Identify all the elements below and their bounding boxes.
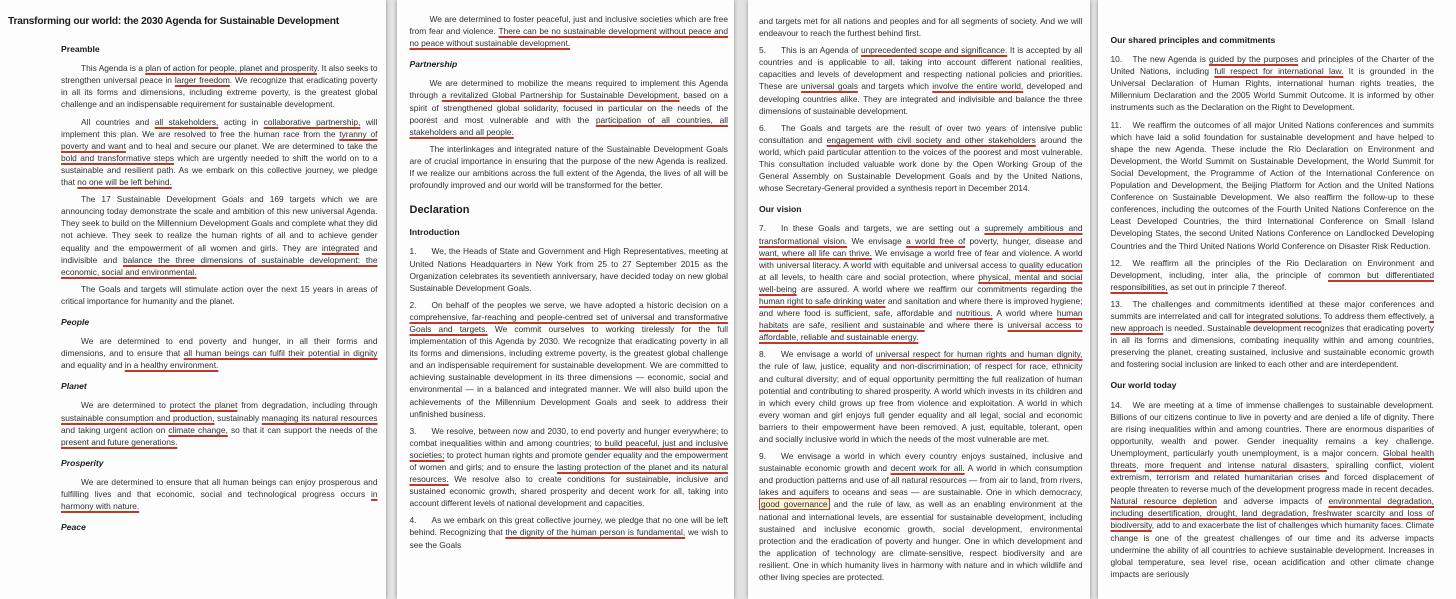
section-heading <box>61 43 378 55</box>
text-run: the rule of law, justice, equality and non-discrimination; of respect for race, ethnicity and cultural diversity; and of equal opportunity permitting the full realization of human potential and contributing to shared prosperity. A world which invests in its children and in which every child grows up free from violence and exploitation. A world in which every woman and girl enjoys full gender equality and all legal, social and economic barriers to their empowerment have been removed. A just, equitable, tolerant, open and socially inclusive world in which the needs of the most vulnerable are met. <box>759 361 1083 444</box>
text-run: at all levels, to health care and social protection, where <box>759 271 979 282</box>
text-run: poverty, hunger, disease and <box>965 235 1083 246</box>
text-run: All countries and <box>81 116 155 127</box>
section-heading <box>61 521 378 533</box>
red-underline-annotation: resilient and sustainable <box>831 320 925 331</box>
paragraph-number: 6. <box>759 122 766 133</box>
text-run: We are determined to end poverty and hunger, in all their forms and dimensions, and to ensure that <box>61 336 378 359</box>
text-run: The new Agenda is <box>1132 54 1209 65</box>
text-run: is needed. Sustainable development recognizes that eradicating poverty in all its forms and dimensions, combating inequality within and among countries, preserving the planet, creating sustained, inclusive and sustainable economic growth and fostering social inclusion are linked to each other and are interdependent. <box>1110 323 1434 370</box>
paragraph <box>61 116 378 189</box>
paragraph-number: 14. <box>1110 399 1123 410</box>
text-run: Preamble <box>61 44 100 55</box>
red-underline-annotation: tyranny of poverty and want <box>61 128 378 151</box>
text-run: A world where <box>992 308 1057 319</box>
text-run: In these Goals and targets, we are setting out a <box>781 223 985 234</box>
text-run: Peace <box>61 522 86 533</box>
red-underline-annotation: human habitats <box>759 308 1083 331</box>
text-run: around the world, which paid particular attention to the voices of the poorest and most vulnerable. This consultation included valuable work done by the Open Working Group of the General Assembly on Sustainable Development Goals and by the United Nations, whose Secretary-General provided a synthesis report in December 2014. <box>759 134 1083 194</box>
text-run: We reaffirm all the principles of the Rio Declaration on Environment and Development, including, inter alia, the principle of <box>1110 257 1434 280</box>
text-run: and targets which <box>857 81 933 92</box>
text-run: As we embark on this great collective journey, we pledge that no one will be left behind. Recognizing that <box>409 515 728 538</box>
red-underline-annotation: common but differentiated responsibilities, <box>1110 269 1434 292</box>
text-run: and the rule of law, as well as an enabling environment at the national and international levels, are essential for sustainable development, including sustained and inclusive economic growth, social development, environmental protection and the eradication of poverty and hunger. One in which development and the application of technology are climate-sensitive, respect biodiversity and are resilient. One in which humanity lives in harmony with nature and in which wildlife and other living species are protected. <box>759 499 1083 583</box>
paragraph-number: 1. <box>409 246 417 257</box>
text-run: and taking urgent action on <box>61 424 169 435</box>
red-underline-annotation: involve the entire world, <box>932 81 1024 92</box>
red-underline-annotation: Natural resource depletion <box>1110 496 1217 507</box>
paragraph <box>61 335 378 371</box>
red-underline-annotation: a new approach <box>1110 310 1434 334</box>
text-run: It is accepted by all countries and is applicable to all, taking into account different national realities, capacities and levels of development and respecting national policies and priorities. These are <box>759 45 1083 92</box>
paragraph-number: 9. <box>759 451 766 462</box>
text-run: Prosperity <box>61 457 104 468</box>
text-run: We are determined to mobilize the means required to implement this Agenda through <box>409 78 728 101</box>
paragraph <box>61 399 378 447</box>
text-run: People <box>61 316 90 327</box>
red-underline-annotation: human right to safe drinking water <box>759 295 886 306</box>
text-run: from degradation, including through <box>237 400 378 411</box>
paragraph <box>1111 399 1435 580</box>
red-underline-annotation: in harmony with nature. <box>61 489 378 512</box>
text-run: we wish to see the Goals <box>409 527 728 550</box>
text-run: We envisage <box>847 235 907 246</box>
section-heading <box>759 203 1083 215</box>
text-run: acting in <box>218 116 264 127</box>
paragraph <box>410 77 729 137</box>
text-run: will implement this plan. We are resolved to free the human race from the <box>61 116 378 139</box>
red-underline-annotation: managing its natural resources <box>261 412 378 423</box>
section-heading <box>61 316 378 328</box>
red-underline-annotation: comprehensive, far-reaching and people-centred set of universal and transformative Goals and targets. <box>409 311 728 334</box>
text-run: To address them effectively, <box>1321 310 1430 321</box>
text-run: We are determined to foster peaceful, just and inclusive societies which are free from fear and violence. <box>409 14 728 37</box>
red-underline-annotation: a world free of <box>906 235 966 246</box>
red-underline-annotation: present and future generations. <box>61 436 178 447</box>
text-run: We envisage a world free of fear and violence. A world with universal literacy. A world with equitable and universal access to <box>759 247 1083 270</box>
red-box-annotation: good governance <box>761 499 828 510</box>
text-run: The challenges and commitments identified at these major conferences and summits are interrelated and call for <box>1110 298 1434 321</box>
red-underline-annotation: full respect for international law. <box>1214 66 1344 77</box>
red-underline-annotation: integrated solutions. <box>1246 310 1322 321</box>
text-run: This Agenda is a <box>81 63 146 74</box>
red-underline-annotation: the dignity of the human person is fundamental, <box>505 527 686 538</box>
text-run: so that it can support the needs of the <box>227 424 378 435</box>
text-run: and where there is <box>924 320 1008 331</box>
paragraph <box>759 44 1083 117</box>
text-run: We are meeting at a time of immense challenges to sustainable development. Billions of our citizens continue to live in poverty and are denied a life of dignity. There are rising inequalities within and among countries. There are enormous disparities of opportunity, wealth and power. Gender inequality remains a key challenge. Unemployment, particularly youth unemployment, is a major concern. <box>1110 399 1434 458</box>
red-underline-annotation: universal goals <box>801 81 858 92</box>
paragraph <box>61 62 378 110</box>
paragraph <box>61 476 378 512</box>
paragraph <box>1111 257 1435 293</box>
paragraph-number: 4. <box>409 515 417 526</box>
red-underline-annotation: universal access to affordable, reliable and sustainable energy. <box>759 320 1083 343</box>
red-underline-annotation: a revitalized Global Partnership for Sustainable Development, <box>441 90 680 101</box>
paragraph-number: 13. <box>1110 298 1123 309</box>
red-underline-annotation: integrated <box>321 242 360 253</box>
text-run: The Goals and targets are the result of over two years of intensive public consultation and <box>759 122 1083 145</box>
red-underline-annotation: climate change, <box>168 424 228 435</box>
text-run: and equality and <box>61 360 125 371</box>
text-run: based on a spirit of strengthened global solidarity, focused in particular on the needs of the poorest and most vulnerable and with the <box>409 90 729 125</box>
text-run: . We recognize that eradicating poverty in all its forms and dimensions, including extreme poverty, is the greatest global challenge and an indispensable requirement for sustainable development. <box>61 75 378 110</box>
red-underline-annotation: bold and transformative steps <box>61 152 175 163</box>
text-run: We resolve also to create conditions for sustainable, inclusive and sustained economic growth, shared prosperity and decent work for all, taking into account different levels of national development and capacities. <box>409 474 728 509</box>
text-run: and to heal and secure our planet. We are determined to take the <box>125 140 378 151</box>
text-run: and targets met for all nations and peoples and for all segments of society. And we will endeavour to reach the furthest behind first. <box>759 16 1083 39</box>
red-underline-annotation: plan of action for people, planet and prosperity <box>145 63 317 74</box>
text-run: are safe, <box>788 320 832 331</box>
page-2 <box>397 0 735 599</box>
red-underline-annotation: more frequent and intense natural disasters <box>1144 460 1327 470</box>
paragraph <box>759 122 1083 195</box>
red-underline-annotation: balance the three dimensions of sustainable development: the economic, social and environmental. <box>61 254 378 277</box>
text-run: We reaffirm the outcomes of all major United Nations conferences and summits which have laid a solid foundation for sustainable development and have helped to shape the new Agenda. These include the Rio Declaration on Environment and Development, the World Summit on Sustainable Development, the World Summit for Social Development, the Programme of Action of the International Conference on Population and Development, the Beijing Platform for Action and the United Nations Conference on Sustainable Development. We also reaffirm the follow-up to these conferences, including the outcomes of the Fourth United Nations Conference on the Least Developed Countries, the third International Conference on Small Island Developing States, the second United Nations Conference on Landlocked Developing Countries and the Third United Nations World Conference on Disaster Risk Reduction. <box>1110 119 1434 251</box>
text-run: which are urgently needed to shift the world on to a sustainable and resilient path. As we embark on this collective journey, we pledge that <box>61 152 378 188</box>
red-underline-annotation: sustainable consumption and production, <box>61 412 215 423</box>
section-heading <box>410 226 729 238</box>
paragraph <box>410 13 729 49</box>
red-underline-annotation: decent work for all. <box>890 463 965 474</box>
red-underline-annotation: lasting protection of the planet and its natural resources. <box>409 462 728 485</box>
paragraph-number: 12. <box>1110 257 1123 268</box>
red-underline-annotation: supremely ambitious and transformational vision. <box>759 223 1083 246</box>
text-run: to protect human rights and promote gender equality and the empowerment of women and girls; and to ensure the <box>409 449 728 472</box>
text-run: and adverse impacts of <box>1216 496 1329 507</box>
paragraph <box>759 348 1083 445</box>
paragraph <box>61 193 378 278</box>
red-underline-annotation: collaborative partnership, <box>263 116 361 127</box>
section-heading <box>410 58 729 70</box>
text-run: It is grounded in the Universal Declaration of Human Rights, international human rights treaties, the Millennium Declaration and the 2005 World Summit Outcome. It is informed by other instruments such as the Declaration on the Right to Development. <box>1110 66 1435 113</box>
red-underline-annotation: protect the planet <box>169 400 238 411</box>
red-underline-annotation: environmental degradation, including desertification, drought, land degradation, freshwater scarcity and loss of biodiversity <box>1110 496 1434 531</box>
text-run: A world in which consumption and production patterns and use of all natural resources — from air to land, from rivers, lakes and aquifers to oceans and seas — are sustainable. One in which democracy, <box>759 463 1083 498</box>
text-run: We are determined to ensure that all human beings can enjoy prosperous and fulfilling lives and that economic, social and technological progress occurs <box>61 476 378 499</box>
text-run: Declaration <box>409 204 470 217</box>
red-underline-annotation: guided by the purposes <box>1208 54 1299 65</box>
text-run: . It also seeks to strengthen universal peace in <box>61 63 378 86</box>
paragraph <box>410 299 729 420</box>
text-run: Introduction <box>409 227 460 238</box>
text-run: We resolve, between now and 2030, to end poverty and hunger everywhere; to combat inequalities within and among countries; <box>409 425 728 448</box>
text-run: This is an Agenda of <box>781 45 861 56</box>
red-underline-annotation: nutritious. <box>956 308 993 319</box>
red-underline-annotation: unprecedented scope and significance. <box>860 45 1008 56</box>
text-run: The 17 Sustainable Development Goals and 169 targets which we are announcing today demonstrate the scale and ambition of this new universal Agenda. They seek to build on the Millennium Development Goals and complete what they did not achieve. They seek to realize the human rights of all and to achieve gender equality and the empowerment of all women and girls. They are <box>61 194 378 253</box>
text-run: and indivisible and <box>61 242 378 265</box>
paragraph-number: 8. <box>759 349 766 360</box>
paragraph <box>410 143 729 191</box>
text-run: , spiralling conflict, violent extremism, terrorism and related humanitarian crises and forced displacement of people threaten to reverse much of the development progress made in recent decades. <box>1110 460 1434 495</box>
text-run: , <box>1136 460 1145 470</box>
text-run: , add to and exacerbate the list of challenges which humanity faces. Climate change is one of the greatest challenges of our time and its adverse impacts undermine the ability of all countries to achieve sustainable development. Increases in global temperature, sea level rise, ocean acidification and other climate change impacts are seriously <box>1110 520 1434 579</box>
red-underline-annotation: physical, mental and social well-being <box>759 271 1083 294</box>
text-run: We commit ourselves to working tirelessly for the full implementation of this Agenda by 2030. We recognize that eradicating poverty in all its forms and dimensions, including extreme poverty, is the greatest global challenge and an indispensable requirement for sustainable development. We are committed to achieving sustainable development in its three dimensions — economic, social and environmental — in a balanced and integrated manner. We will also build upon the achievements of the Millennium Development Goals and seek to address their unfinished business. <box>409 323 728 419</box>
text-run: We, the Heads of State and Government and High Representatives, meeting at United Nations Headquarters in New York from 25 to 27 September 2015 as the Organization celebrates its seventieth anniversary, have decided today on new global Sustainable Development Goals. <box>409 246 728 293</box>
text-run: The Goals and targets will stimulate action over the next 15 years in areas of critical importance for humanity and the planet. <box>61 283 378 306</box>
red-underline-annotation: all human beings can fulfil their potential in dignity <box>183 348 378 359</box>
red-underline-annotation: larger freedom <box>174 75 230 86</box>
red-underline-annotation: quality education <box>1019 259 1083 270</box>
text-run: Our vision <box>759 204 802 215</box>
red-underline-annotation: no one will be left behind. <box>77 177 172 188</box>
text-run: We envisage a world in which every country enjoys sustained, inclusive and sustainable economic growth and <box>759 451 1083 474</box>
paragraph <box>1111 119 1435 252</box>
text-run: Our world today <box>1110 380 1177 391</box>
text-run: Our shared principles and commitments <box>1110 35 1276 45</box>
paragraph-number: 5. <box>759 45 766 56</box>
text-run: We are determined to <box>81 400 170 411</box>
paragraph <box>759 222 1083 343</box>
red-underline-annotation: engagement with civil society and other stakeholders <box>826 134 1036 145</box>
text-run: and principles of the Charter of the United Nations, including <box>1110 54 1434 77</box>
red-underline-annotation: participation of all countries, all stakeholders and all people. <box>409 114 728 137</box>
red-underline-annotation: Global health threats <box>1110 447 1434 470</box>
text-run: sustainably <box>214 412 262 423</box>
red-underline-annotation: want, where all life can thrive. <box>759 247 872 258</box>
text-run: On behalf of the peoples we serve, we have adopted a historic decision on a <box>431 299 728 310</box>
page-1 <box>0 0 386 599</box>
text-run: and sanitation and where there is improved hygiene; and where food is sufficient, safe, affordable and <box>759 295 1083 319</box>
text-run: The interlinkages and integrated nature of the Sustainable Development Goals are of crucial importance in ensuring that the purpose of the new Agenda is realized. If we realize our ambitions across the full extent of the Agenda, the lives of all will be profoundly improved and our world will be transformed for the better. <box>409 143 728 191</box>
paragraph-number: 7. <box>759 223 766 234</box>
paragraph <box>759 450 1083 583</box>
red-underline-annotation: There can be no sustainable development without peace and no peace without sustainable development. <box>409 26 728 49</box>
section-heading <box>410 204 729 216</box>
text-run: Transforming our world: the 2030 Agenda for Sustainable Development <box>8 16 339 27</box>
section-heading <box>61 457 378 469</box>
text-run: We envisage a world of <box>781 349 876 360</box>
document-title <box>8 16 378 28</box>
section-heading <box>1111 379 1435 391</box>
text-run: Partnership <box>409 59 458 70</box>
paragraph <box>759 15 1083 39</box>
text-run: as set out in principle 7 thereof. <box>1167 281 1287 292</box>
paragraph-number: 11. <box>1110 119 1122 130</box>
text-run: Planet <box>61 381 87 392</box>
red-underline-annotation: in a healthy environment. <box>124 360 219 371</box>
red-underline-annotation: to build peaceful, just and inclusive societies; <box>409 437 728 460</box>
section-heading <box>61 380 378 392</box>
paragraph-number: 2. <box>409 299 417 310</box>
page-3 <box>748 0 1090 599</box>
page-4 <box>1098 0 1456 599</box>
text-run: are assured. A world where we reaffirm our commitments regarding the <box>796 283 1083 294</box>
paragraph <box>410 514 729 550</box>
paragraph <box>410 245 729 293</box>
red-underline-annotation: universal respect for human rights and human dignity, <box>875 349 1083 360</box>
text-run: developed and developing countries alike. They are integrated and indivisible and balance the three dimensions of sustainable development. <box>759 81 1083 116</box>
paragraph <box>410 425 729 510</box>
paragraph <box>1111 298 1435 371</box>
red-underline-annotation: all stakeholders, <box>154 116 219 127</box>
paragraph-number: 10. <box>1110 54 1123 65</box>
paragraph <box>61 283 378 307</box>
paragraph-number: 3. <box>409 425 417 436</box>
section-heading <box>1111 34 1435 46</box>
paragraph <box>1111 53 1435 113</box>
